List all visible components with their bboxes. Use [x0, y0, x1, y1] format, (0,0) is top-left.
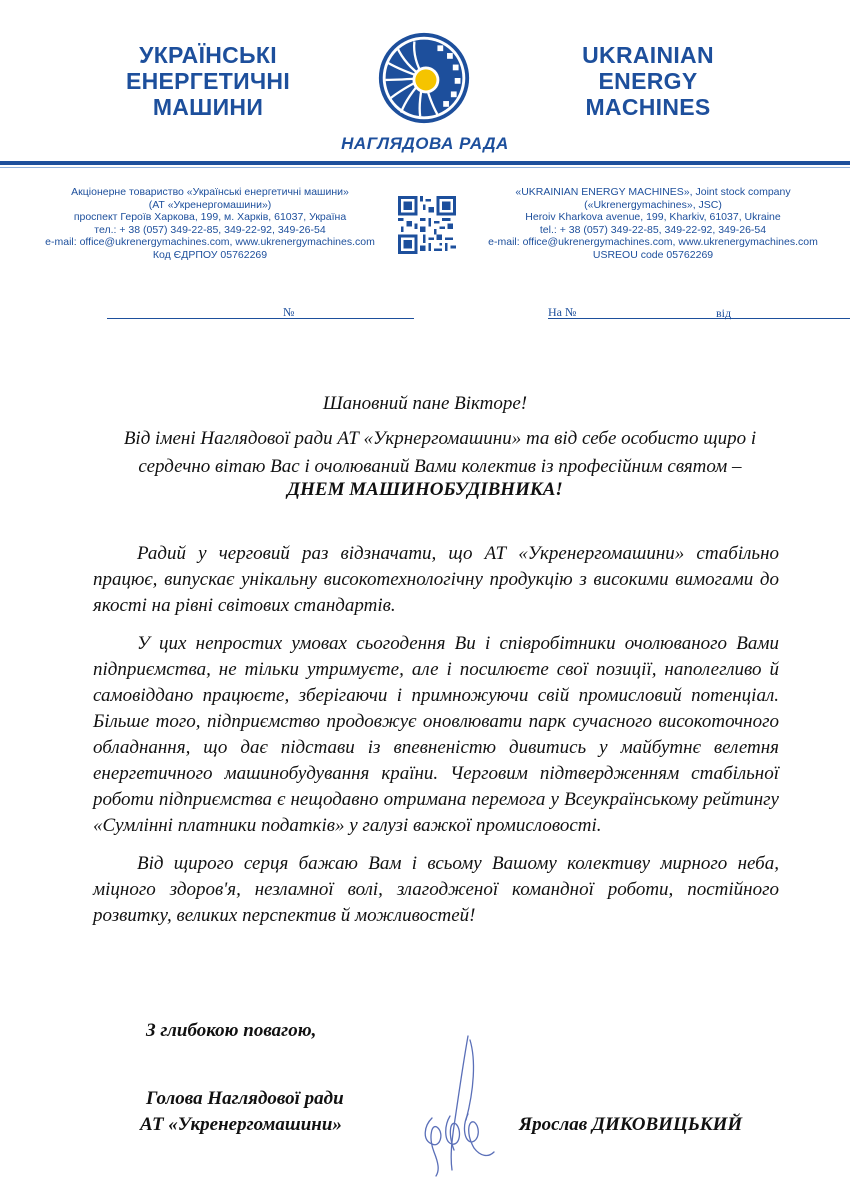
header-divider-thin [0, 167, 850, 168]
holiday-name: ДНЕМ МАШИНОБУДІВНИКА! [287, 479, 563, 500]
contact-line: тел.: + 38 (057) 349-22-85, 349-22-92, 349-26-54 [94, 223, 326, 236]
paragraph: У цих непростих умовах сьогодення Ви і співробітники очолюваного Вами підприємства, не тільки утримуєте, але і посилюєте свої позиції, наполегливо й самовіддано працюєте, зберігаючи і примножуючи свій промисловий потенціал. Більше того, підприємство продовжує оновлювати парк сучасного високоточного обладнання, що дає підстави із впевненістю дивитись у майбутнє велетня енергетичного машинобудування країни. Черговим підтвердженням стабільної роботи підприємства є нещодавно отримана перемога у Всеукраїнському рейтингу «Сумлінні платники податків» у галузі важкої промисловості. [93, 633, 779, 836]
reply-date-label: від [716, 306, 732, 320]
brand-en-line: ENERGY [598, 68, 698, 94]
brand-name-english [548, 42, 748, 120]
brand-ua-line: МАШИНИ [152, 94, 264, 120]
contact-line: USREOU code 05762269 [592, 248, 714, 261]
contact-line: проспект Героїв Харкова, 199, м. Харків, 61037, Україна [73, 211, 347, 224]
reply-number-line [548, 318, 850, 319]
qr-code-icon [398, 196, 456, 254]
intro-text: Від імені Наглядової ради АТ «Укрнергомашини» та від себе особисто щиро і сердечно вітаю Вас і очолюваний Вами колектив із професійним святом – [123, 428, 757, 477]
contact-line: e-mail: office@ukrenergymachines.com, www.ukrenergymachines.com [45, 236, 375, 249]
supervisory-board-title: НАГЛЯДОВА РАДА [341, 134, 509, 153]
contact-line: Heroiv Kharkova avenue, 199, Kharkiv, 61037, Ukraine [525, 211, 781, 224]
contact-line: e-mail: office@ukrenergymachines.com, www.ukrenergymachines.com [488, 236, 818, 249]
closing: З глибокою повагою, [146, 1020, 317, 1041]
signer-company: АТ «Укренергомашини» [140, 1114, 342, 1135]
paragraph: Радий у черговий раз відзначати, що АТ «Укренергомашини» стабільно працює, випускає унікальну високотехнологічну продукцію з високими вимогами до якості на рівні світових стандартів. [93, 543, 779, 616]
contact-line: (АТ «Укренергомашини») [148, 198, 272, 211]
contact-line: «UKRAINIAN ENERGY MACHINES», Joint stock company [515, 186, 791, 198]
paragraph: Від щирого серця бажаю Вам і всьому Вашому колективу мирного неба, міцного здоров'я, незламної волі, злагодженої командної роботи, постійного розвитку, великих перспектив й можливостей! [93, 853, 779, 926]
turbine-sun-logo-icon [376, 30, 472, 126]
brand-ua-line: ЕНЕРГЕТИЧНІ [125, 68, 291, 94]
outgoing-number-label: № [283, 305, 295, 319]
contact-line: Код ЄДРПОУ 05762269 [152, 248, 268, 261]
header-divider [0, 161, 850, 165]
signer-name: Ярослав ДИКОВИЦЬКИЙ [519, 1114, 743, 1135]
reply-number-label: На № [548, 305, 577, 319]
outgoing-number-line [107, 318, 414, 319]
contact-line: tel.: + 38 (057) 349-22-85, 349-22-92, 349-26-54 [539, 223, 767, 236]
greeting: Шановний пане Вікторе! [322, 393, 528, 414]
contact-line: Акціонерне товариство «Українські енергетичні машини» [71, 186, 349, 198]
brand-ua-line: УКРАЇНСЬКІ [139, 42, 277, 68]
brand-en-line: UKRAINIAN [582, 42, 714, 68]
contact-block-english [478, 186, 828, 262]
brand-name-ukrainian [108, 42, 308, 120]
contact-line: («Ukrenergymachines», JSC) [584, 198, 722, 211]
contact-block-ukrainian [30, 186, 390, 262]
handwritten-signature-icon [410, 1030, 520, 1180]
signer-position: Голова Наглядової ради [146, 1088, 344, 1109]
letter-body [93, 541, 779, 929]
brand-en-line: MACHINES [585, 94, 711, 120]
